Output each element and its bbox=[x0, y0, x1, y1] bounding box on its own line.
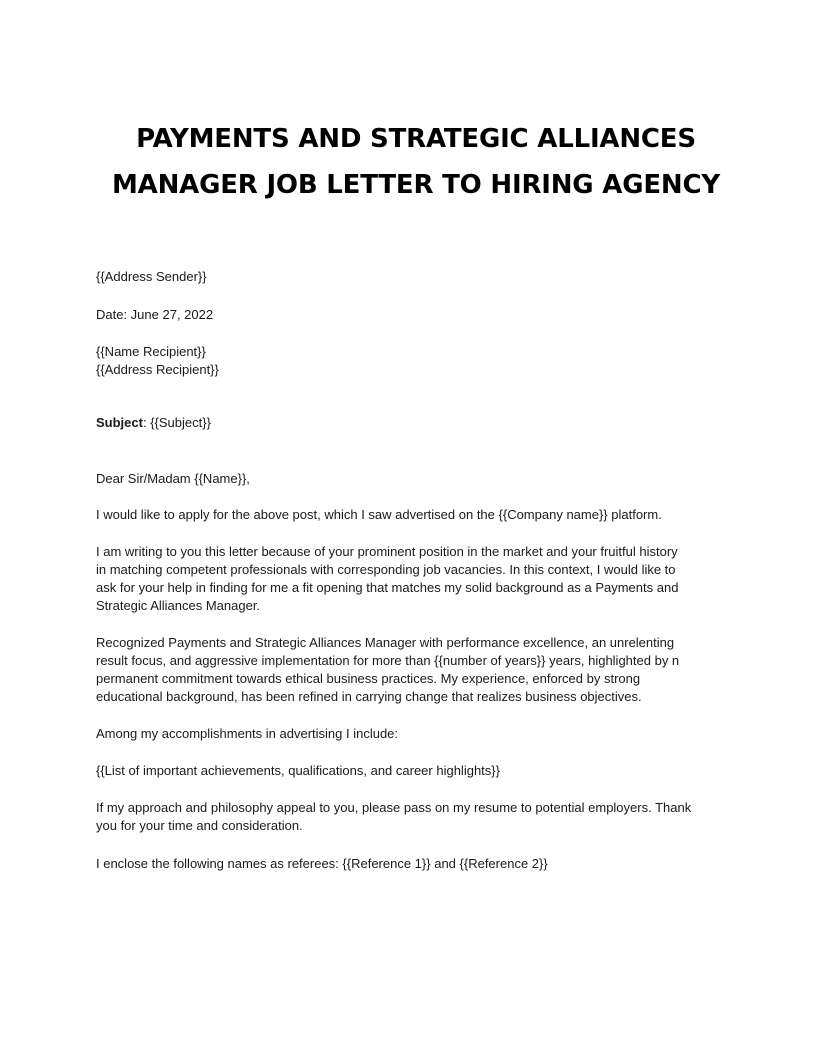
accomplishments-list: {{List of important achievements, qualifications, and career highlights}} bbox=[96, 763, 500, 778]
paragraph-closing: If my approach and philosophy appeal to you, please pass on my resume to potential employers. Thank you for your time and consideration. bbox=[96, 800, 692, 833]
letter-title bbox=[96, 116, 736, 208]
recipient-address: {{Address Recipient}} bbox=[96, 362, 219, 377]
letter-date: Date: June 27, 2022 bbox=[96, 307, 214, 322]
recipient-block bbox=[96, 343, 720, 379]
accomplishments-intro: Among my accomplishments in advertising I include: bbox=[96, 726, 399, 741]
salutation: Dear Sir/Madam {{Name}}, bbox=[96, 471, 250, 486]
title-line: MANAGER JOB LETTER TO HIRING AGENCY bbox=[112, 170, 720, 200]
paragraph-intro: I would like to apply for the above post, which I saw advertised on the {{Company name}} platform. bbox=[96, 507, 662, 522]
recipient-name: {{Name Recipient}} bbox=[96, 344, 206, 359]
paragraph-experience: Recognized Payments and Strategic Alliances Manager with performance excellence, an unrelenting result focus, and aggressive implementation for more than {{number of years}} years, highlighted by n permanent commitment towards ethical business practices. My experience, enforced by strong educational background, has been refined in carrying change that realizes business objectives. bbox=[96, 635, 680, 704]
subject-label: Subject bbox=[96, 415, 143, 430]
sender-address: {{Address Sender}} bbox=[96, 269, 207, 284]
title-line: PAYMENTS AND STRATEGIC ALLIANCES bbox=[136, 124, 696, 154]
subject-value: : {{Subject}} bbox=[142, 415, 211, 430]
referees-line: I enclose the following names as referees: {{Reference 1}} and {{Reference 2}} bbox=[96, 856, 548, 871]
subject-line bbox=[96, 414, 720, 432]
paragraph-request: I am writing to you this letter because of your prominent position in the market and your fruitful history in matching competent professionals with corresponding job vacancies. In this context, I would like to ask for your help in finding for me a fit opening that matches my solid background as a Payments and Strategic Alliances Manager. bbox=[96, 544, 679, 613]
